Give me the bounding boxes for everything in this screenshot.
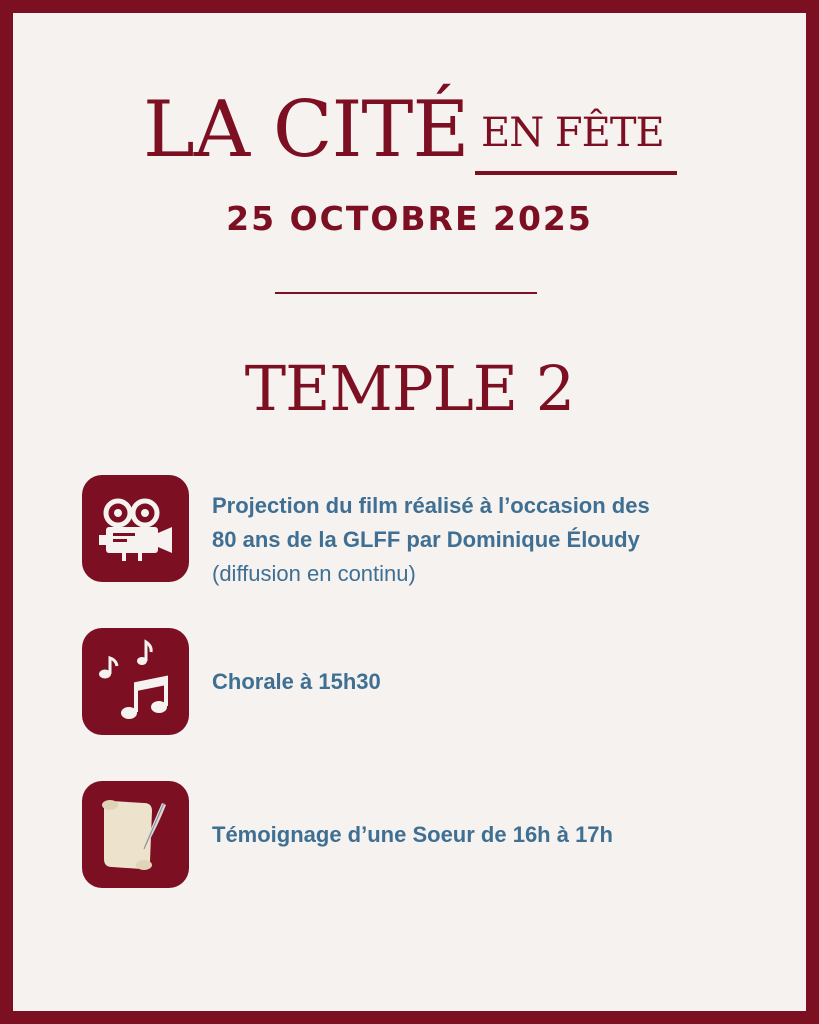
- choir-line: Chorale à 15h30: [212, 669, 381, 694]
- title-main: LA CITÉ: [143, 85, 469, 175]
- testimony-line: Témoignage d’une Soeur de 16h à 17h: [212, 822, 613, 847]
- testimony-description: [212, 818, 613, 852]
- event-title: [13, 85, 806, 191]
- program-item-choir: [82, 628, 782, 738]
- program-item-film: [82, 475, 782, 585]
- music-notes-icon: [82, 628, 189, 735]
- program-item-testimony: [82, 781, 782, 891]
- film-line-2: 80 ans de la GLFF par Dominique Éloudy: [212, 527, 640, 552]
- film-note: (diffusion en continu): [212, 561, 416, 586]
- film-description: [212, 489, 650, 591]
- divider: [275, 292, 537, 294]
- scroll-quill-icon: [82, 781, 189, 888]
- choir-description: [212, 665, 381, 699]
- venue-title: TEMPLE 2: [244, 352, 575, 425]
- title-sub: EN FÊTE: [481, 110, 664, 156]
- title-underline: [475, 171, 677, 175]
- film-camera-icon: [82, 475, 189, 582]
- event-date: 25 OCTOBRE 2025: [226, 199, 593, 238]
- poster-frame: [13, 13, 806, 1011]
- film-line-1: Projection du film réalisé à l’occasion des: [212, 493, 650, 518]
